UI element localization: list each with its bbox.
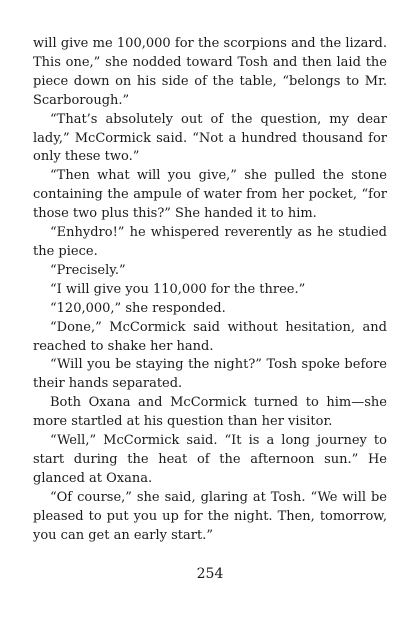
paragraph: “Done,” McCormick said without hesitation, and reached to shake her hand. [33,319,387,354]
paragraph: “120,000,” she responded. [50,300,226,316]
paragraph: “Precisely.” [50,262,126,278]
paragraph: “Well,” McCormick said. “It is a long journey to start during the heat of the afternoon sun.” He glanced at Oxana. [33,433,387,486]
paragraph: “I will give you 110,000 for the three.” [50,281,306,297]
paragraph: will give me 100,000 for the scorpions and the lizard. This one,” she nodded toward Tosh and then laid the piece down on his side of the table, “belongs to Mr. Scarborough.” [33,36,387,108]
paragraph: Both Oxana and McCormick turned to him—she more startled at his question than her visitor. [33,395,387,430]
paragraph: “Will you be staying the night?” Tosh spoke before their hands separated. [33,357,387,392]
paragraph: “Then what will you give,” she pulled the stone containing the ampule of water from her pocket, “for those two plus this?” She handed it to him. [33,168,387,222]
body-text [33,35,387,545]
paragraph: “That’s absolutely out of the question, my dear lady,” McCormick said. “Not a hundred thousand for only these two.” [33,111,387,165]
page-number: 254 [196,566,224,582]
paragraph: “Enhydro!” he whispered reverently as he studied the piece. [33,225,387,259]
paragraph: “Of course,” she said, glaring at Tosh. “We will be pleased to put you up for the night. Then, tomorrow, you can get an early start.” [33,489,387,543]
